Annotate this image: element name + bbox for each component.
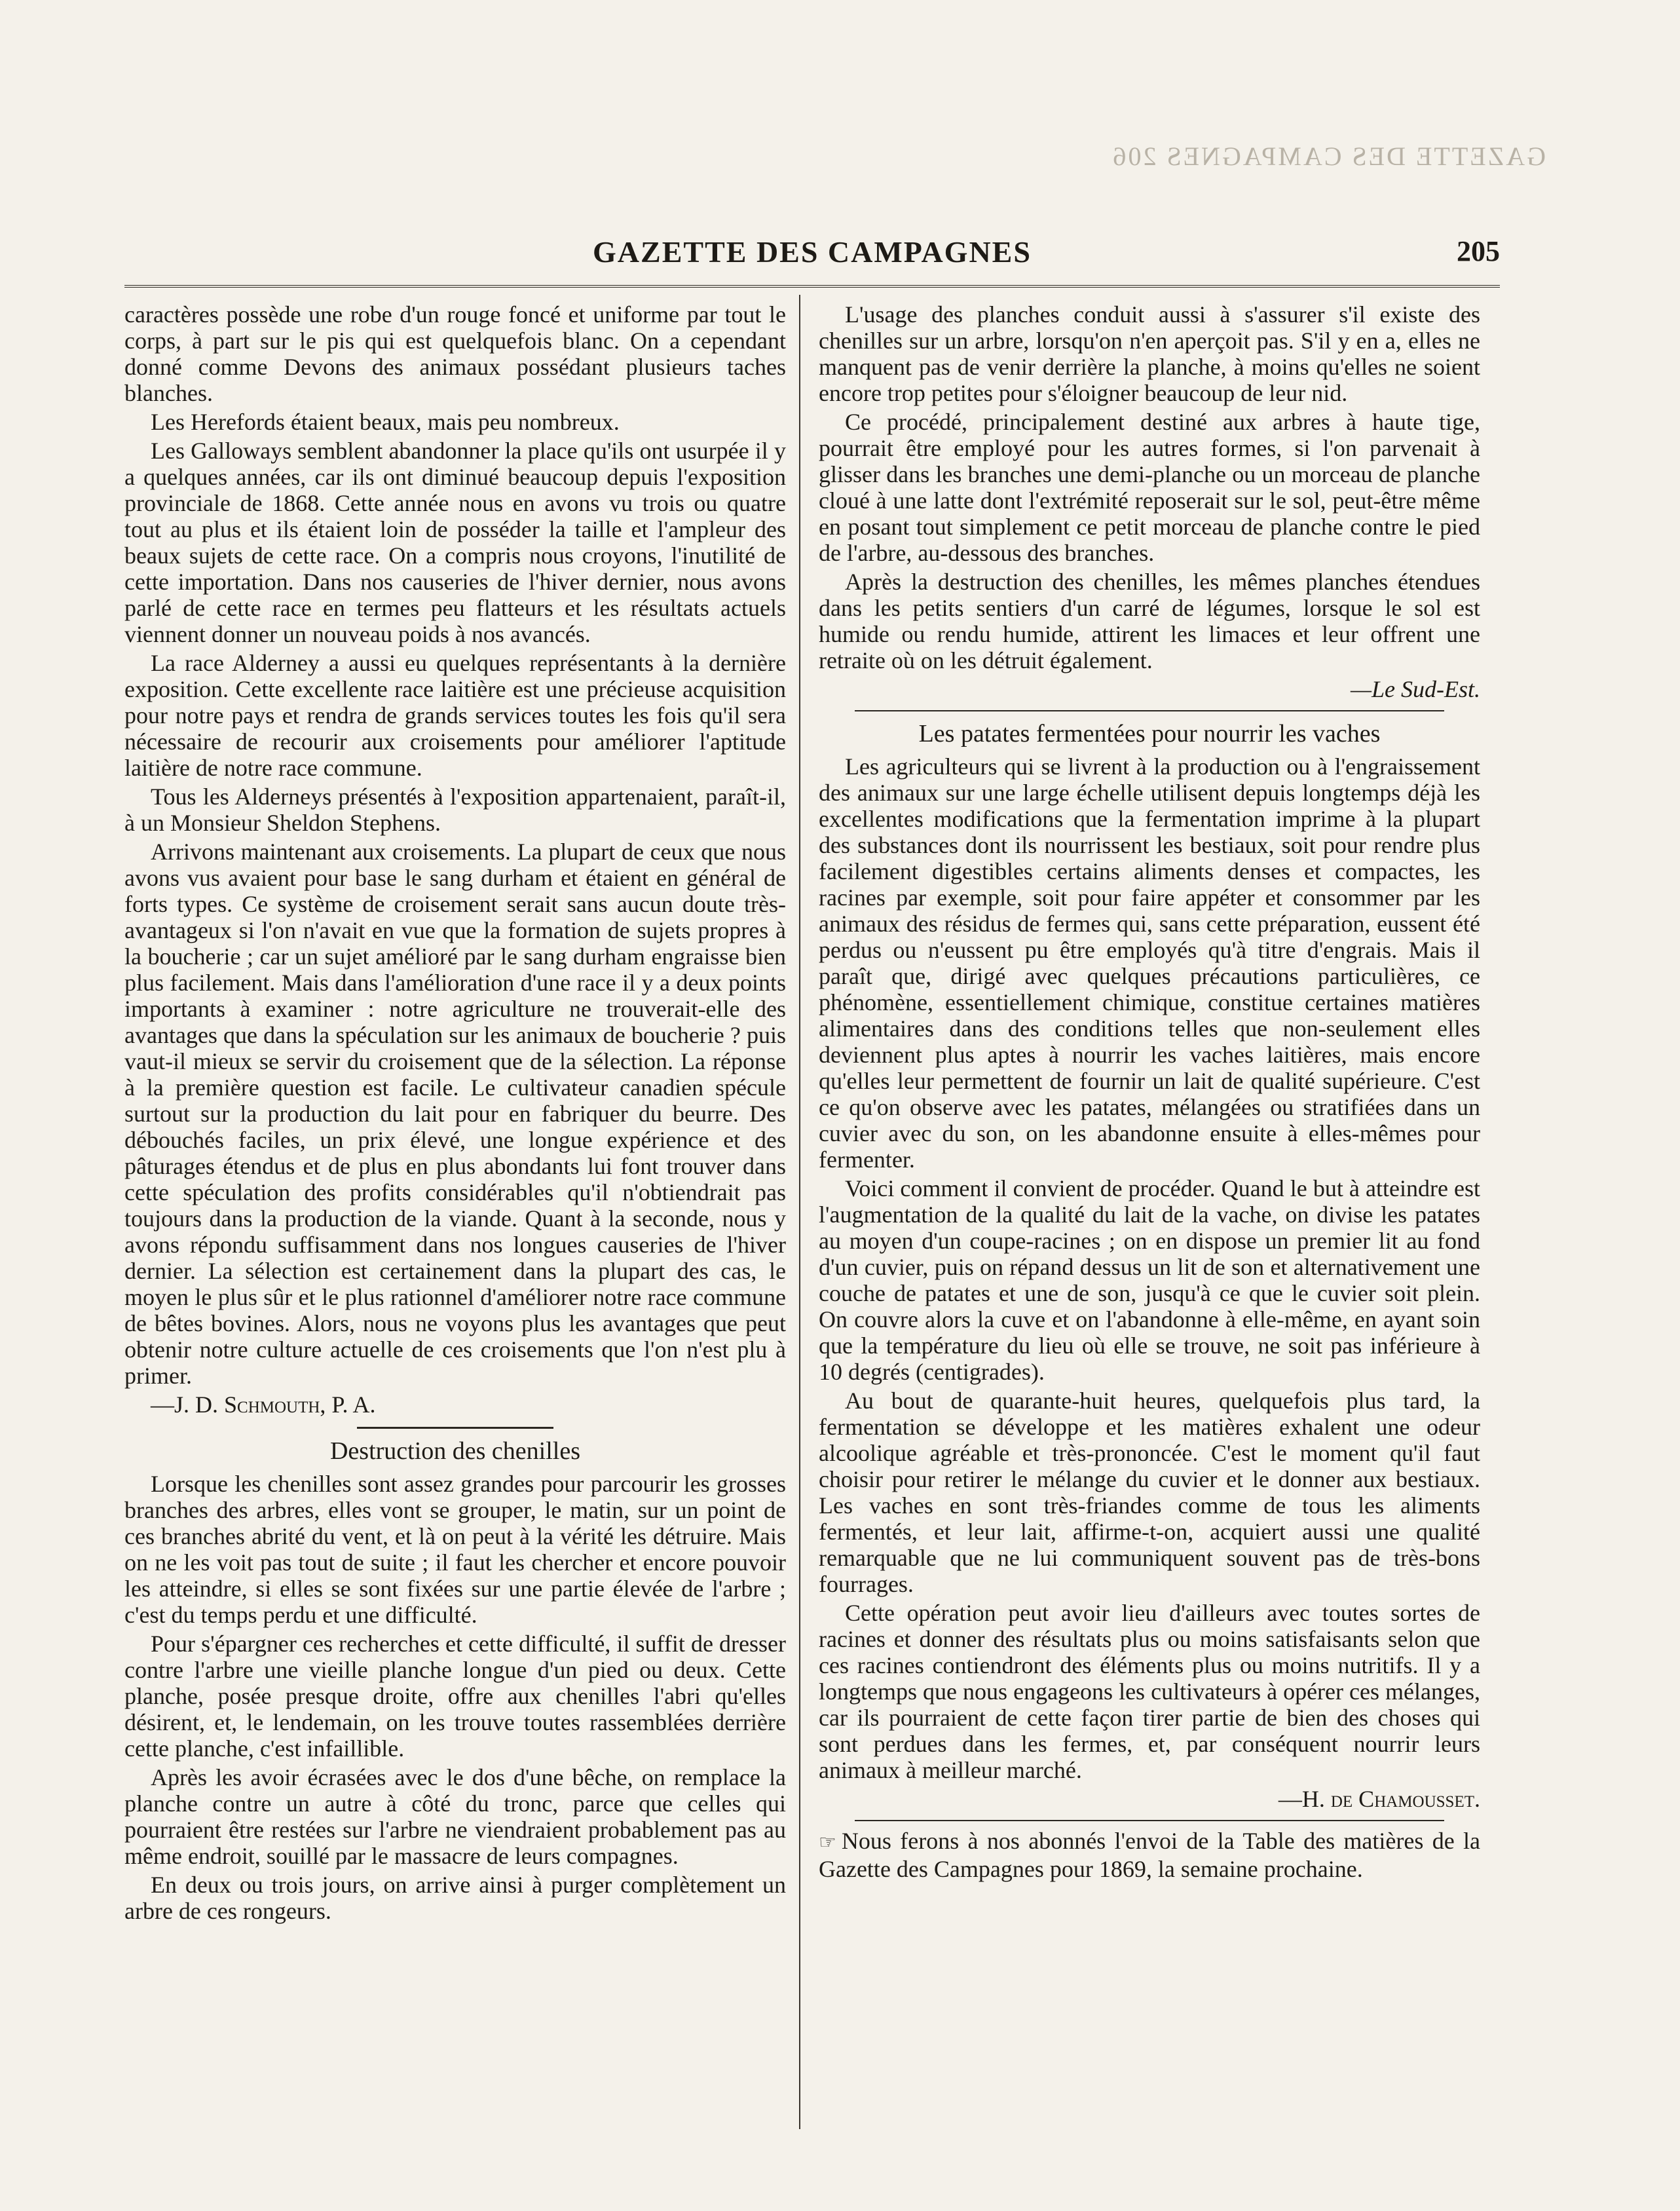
article-paragraph: Après la destruction des chenilles, les mêmes planches étendues dans les petits sentiers d'un carré de légumes, lorsque le sol est humide ou rendu humide, attirent les limaces et leur offrent une retraite où on les détruit également.	[819, 569, 1480, 673]
article-paragraph: Lorsque les chenilles sont assez grandes pour parcourir les grosses branches des arbres, elles vont se grouper, le matin, sur un point de ces branches abrité du vent, et là on peut à la vérité les détruire. Mais on ne les voit pas tout de suite ; il faut les chercher et encore pouvoir les atteindre, si elles se sont fixées sur une partie élevée de l'arbre ; c'est du temps perdu et une difficulté.	[124, 1471, 786, 1628]
article-paragraph: Tous les Alderneys présentés à l'exposition appartenaient, paraît-il, à un Monsieur Sheldon Stephens.	[124, 784, 786, 836]
article-paragraph: Voici comment il convient de procéder. Quand le but à atteindre est l'augmentation de la qualité du lait de la vache, on divise les patates au moyen d'un coupe-racines ; on en dispose un premier lit au fond d'un cuvier, puis on répand dessus un lit de son et alternativement une couche de patates et une de son, jusqu'à ce que le cuvier soit plein. On couvre alors la cuve et on l'abandonne à elle-même, en ayant soin que la température du lieu où elle se trouve, ne soit pas inférieure à 10 degrés (centigrades).	[819, 1175, 1480, 1385]
article-paragraph: Les Herefords étaient beaux, mais peu nombreux.	[151, 409, 620, 435]
article-paragraph: En deux ou trois jours, on arrive ainsi à purger complètement un arbre de ces rongeurs.	[124, 1872, 786, 1924]
masthead-title: GAZETTE DES CAMPAGNES	[593, 235, 1032, 269]
article-paragraph: caractères possède une robe d'un rouge foncé et uniforme par tout le corps, à part sur le pis qui est quelquefois blanc. On a cependant donné comme Devons des animaux possédant plusieurs taches blanches.	[124, 301, 786, 406]
article-signature: —H. de Chamousset.	[1278, 1786, 1480, 1812]
article-paragraph: Arrivons maintenant aux croisements. La plupart de ceux que nous avons vus avaient pour base le sang durham et étaient en général de forts types. Ce système de croisement serait sans aucun doute très-avantageux si l'on n'avait en vue que la formation de sujets propres à la boucherie ; car un sujet amélioré par le sang durham engraisse bien plus facilement. Mais dans l'amélioration d'une race il y a deux points importants à examiner : notre agriculture ne trouverait-elle des avantages que dans la spéculation sur les animaux de boucherie ? puis vaut-il mieux se servir du croisement que de la sélection. La réponse à la première question est facile. Le cultivateur canadien spécule surtout sur la production du lait pour en fabriquer du beurre. Des débouchés faciles, un prix élevé, une longue expérience et des pâturages étendus et de plus en plus abondants lui font trouver dans cette spéculation des profits considérables qu'il n'obtiendrait pas toujours dans la production de la viande. Quant à la seconde, nous y avons répondu suffisamment dans nos longues causeries de l'hiver dernier. La sélection est certainement dans la plupart des cas, le moyen le plus sûr et le plus rationnel d'améliorer notre race commune de bêtes bovines. Alors, nous ne voyons plus les avantages que peut obtenir notre culture actuelle de ces croisements que l'on n'est plu à primer.	[124, 839, 786, 1389]
article-paragraph: L'usage des planches conduit aussi à s'assurer s'il existe des chenilles sur un arbre, lorsqu'on n'en aperçoit pas. S'il y en a, elles ne manquent pas de venir derrière la planche, à moins qu'elles ne soient encore trop petites pour s'éloigner beaucoup de leur nid.	[819, 301, 1480, 406]
article-signature: —J. D. Schmouth, P. A.	[151, 1391, 376, 1418]
page-number: 205	[1457, 235, 1500, 267]
article-paragraph: Les Galloways semblent abandonner la place qu'ils ont usurpée il y a quelques années, car ils ont diminué beaucoup depuis l'exposition provinciale de 1868. Cette année nous en avons vu trois ou quatre tout au plus et ils étaient loin de posséder la taille et l'ampleur des beaux sujets de cette race. On a compris nous croyons, l'inutilité de cette importation. Dans nos causeries de l'hiver dernier, nous avons parlé de cette race en termes peu flatteurs et les résultats actuels viennent donner un nouveau poids à nos avancés.	[124, 438, 786, 647]
article-paragraph: Au bout de quarante-huit heures, quelquefois plus tard, la fermentation se développe et les matières exhalent une odeur alcoolique agréable et très-prononcée. C'est le moment qu'il faut choisir pour retirer le mélange du cuvier et le donner aux bestiaux. Les vaches en sont très-friandes comme de tous les aliments fermentés, et leur lait, affirme-t-on, acquiert aussi une qualité remarquable que ne lui communiquent souvent pas de très-bons fourrages.	[819, 1388, 1480, 1597]
masthead-rule	[124, 285, 1500, 288]
column-divider	[799, 295, 800, 2129]
section-heading: Les patates fermentées pour nourrir les vaches	[918, 720, 1381, 747]
subscriber-notice	[819, 1828, 1480, 1882]
article-paragraph: Cette opération peut avoir lieu d'ailleurs avec toutes sortes de racines et donner des résultats plus ou moins satisfaisants selon que ces racines contiendront des éléments plus ou moins nutritifs. Il y a longtemps que nous engageons les cultivateurs à opérer ces mélanges, car ils pourraient de cette façon tirer partie de bien des choses qui sont perdues dans les fermes, et, par conséquent nourrir leurs animaux à meilleur marché.	[819, 1600, 1480, 1783]
left-column	[124, 301, 786, 1927]
bleed-through-text: GAZETTE DES CAMPAGNES 206	[1111, 142, 1546, 171]
notice-paragraph	[819, 1828, 1480, 1882]
section-separator	[855, 1820, 1444, 1821]
section-heading: Destruction des chenilles	[329, 1437, 580, 1465]
article-paragraph: Ce procédé, principalement destiné aux arbres à haute tige, pourrait être employé pour les autres formes, si l'on parvenait à glisser dans les branches une demi-planche ou un morceau de planche cloué à une latte dont l'extrémité reposerait sur le sol, peut-être même en posant tout simplement ce petit morceau de planche contre le pied de l'arbre, au-dessous des branches.	[819, 409, 1480, 566]
article-paragraph: La race Alderney a aussi eu quelques représentants à la dernière exposition. Cette excellente race laitière est une précieuse acquisition pour notre pays et rendra de grands services toutes les fois qu'il sera nécessaire de recourir aux croisements pour améliorer l'aptitude laitière de notre race commune.	[124, 650, 786, 781]
newspaper-page	[124, 229, 1500, 2162]
section-separator	[357, 1427, 553, 1429]
article-paragraph: Après les avoir écrasées avec le dos d'une bêche, on remplace la planche contre un autre à côté du tronc, parce que celles qui pourraient être restées sur l'arbre ne viendraient probablement pas au même endroit, souillé par le massacre de leurs compagnes.	[124, 1764, 786, 1869]
article-signature: —Le Sud-Est.	[1351, 676, 1480, 702]
article-paragraph: Les agriculteurs qui se livrent à la production ou à l'engraissement des animaux sur une large échelle utilisent depuis longtemps déjà les excellentes modifications que la fermentation imprime à la plupart des substances dont ils nourrissent les bestiaux, soit pour rendre plus facilement digestibles certains aliments denses et compactes, les racines par exemple, soit pour faire appéter et consommer par les animaux des résidus de fermes qui, sans cette préparation, eussent été perdus ou n'eussent pu être employés qu'à titre d'engrais. Mais il paraît que, dirigé avec quelques précautions particulières, ce phénomène, essentiellement chimique, constitue certaines matières alimentaires dans des conditions telles que non-seulement elles deviennent plus aptes à nourrir les vaches laitières, mais encore qu'elles leur permettent de fournir un lait de qualité supérieure. C'est ce qu'on observe avec les patates, mélangées ou stratifiées dans un cuvier avec du son, on les abandonne ensuite à elles-mêmes pour fermenter.	[819, 753, 1480, 1173]
section-separator	[855, 710, 1444, 711]
masthead	[124, 229, 1500, 275]
article-paragraph: Pour s'épargner ces recherches et cette difficulté, il suffit de dresser contre l'arbre une vieille planche longue d'un pied ou deux. Cette planche, posée presque droite, offre aux chenilles l'abri qu'elles désirent, et, le lendemain, on les trouve toutes rassemblées derrière cette planche, c'est infaillible.	[124, 1631, 786, 1762]
pointing-hand-icon: ☞	[819, 1832, 836, 1853]
notice-text: Nous ferons à nos abonnés l'envoi de la Table des matières de la Gazette des Campagnes pour 1869, la semaine prochaine.	[819, 1828, 1480, 1882]
right-column	[819, 301, 1480, 1885]
